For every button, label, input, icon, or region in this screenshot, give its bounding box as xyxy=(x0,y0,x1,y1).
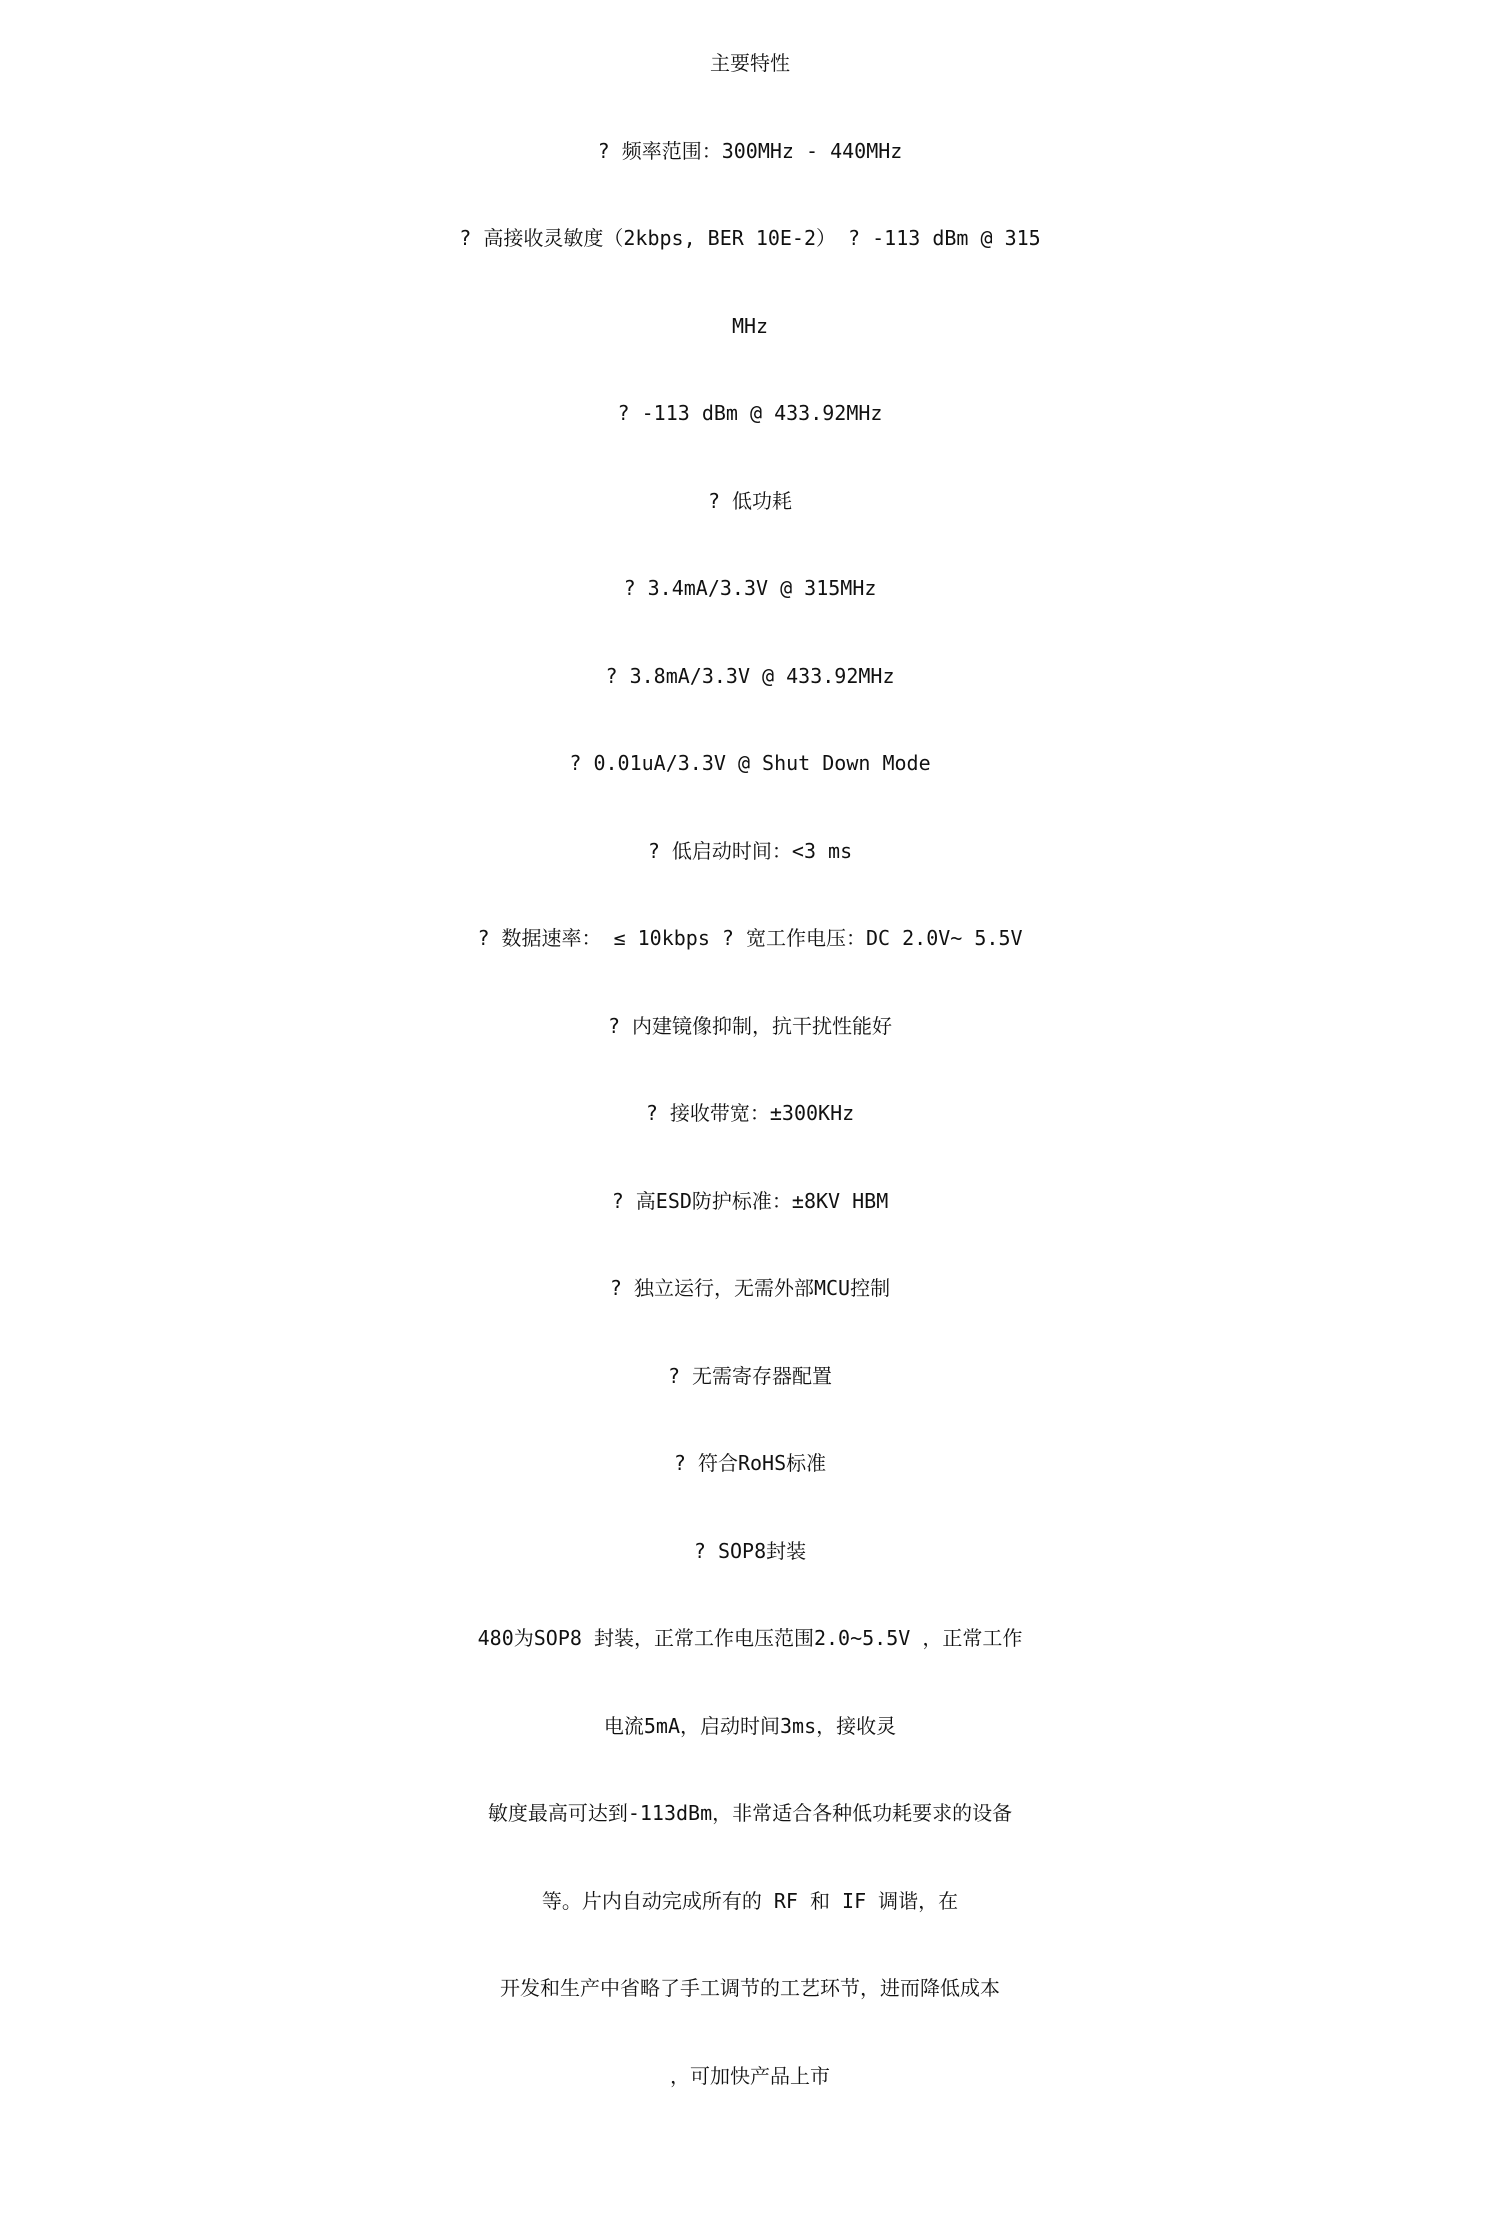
text-line-rohs: ? 符合RoHS标准 xyxy=(673,1451,827,1475)
text-line-sensitivity-cont: MHz xyxy=(731,313,769,338)
text-line-esd: ? 高ESD防护标准：±8KV HBM xyxy=(611,1188,889,1213)
text-line-image-rejection: ? 内建镜像抑制，抗干扰性能好 xyxy=(607,1013,893,1038)
text-line-current-315: ? 3.4mA/3.3V @ 315MHz xyxy=(623,576,877,600)
text-line-startup-time: ? 低启动时间：<3 ms xyxy=(647,838,853,863)
text-line-current-433: ? 3.8mA/3.3V @ 433.92MHz xyxy=(605,663,895,688)
text-line-frequency-range: ? 频率范围：300MHz - 440MHz xyxy=(597,138,903,163)
paragraph-line-6: ，可加快产品上市 xyxy=(670,2063,830,2088)
text-line-package: ? SOP8封装 xyxy=(693,1538,807,1563)
paragraph-line-2: 电流5mA，启动时间3ms，接收灵 xyxy=(603,1713,897,1738)
text-line-low-power: ? 低功耗 xyxy=(707,488,793,513)
text-line-bandwidth: ? 接收带宽：±300KHz xyxy=(645,1101,855,1125)
text-line-shutdown-current: ? 0.01uA/3.3V @ Shut Down Mode xyxy=(569,751,931,775)
paragraph-line-3: 敏度最高可达到-113dBm，非常适合各种低功耗要求的设备 xyxy=(487,1801,1013,1825)
document-body xyxy=(0,20,1500,2120)
text-line-sensitivity-433: ? -113 dBm @ 433.92MHz xyxy=(617,401,883,425)
text-line-data-rate-voltage: ? 数据速率： ≤ 10kbps ? 宽工作电压：DC 2.0V~ 5.5V xyxy=(477,926,1023,950)
paragraph-line-5: 开发和生产中省略了手工调节的工艺环节，进而降低成本 xyxy=(500,1976,1000,2000)
paragraph-line-4: 等。片内自动完成所有的 RF 和 IF 调谐，在 xyxy=(541,1888,959,1913)
text-line-no-register: ? 无需寄存器配置 xyxy=(667,1363,833,1388)
text-line-standalone: ? 独立运行，无需外部MCU控制 xyxy=(609,1276,891,1300)
paragraph-line-1: 480为SOP8 封装，正常工作电压范围2.0~5.5V ，正常工作 xyxy=(477,1626,1023,1650)
document-title: 主要特性 xyxy=(710,51,790,75)
text-line-sensitivity: ? 高接收灵敏度（2kbps, BER 10E-2） ? -113 dBm @ 315 xyxy=(459,226,1041,250)
